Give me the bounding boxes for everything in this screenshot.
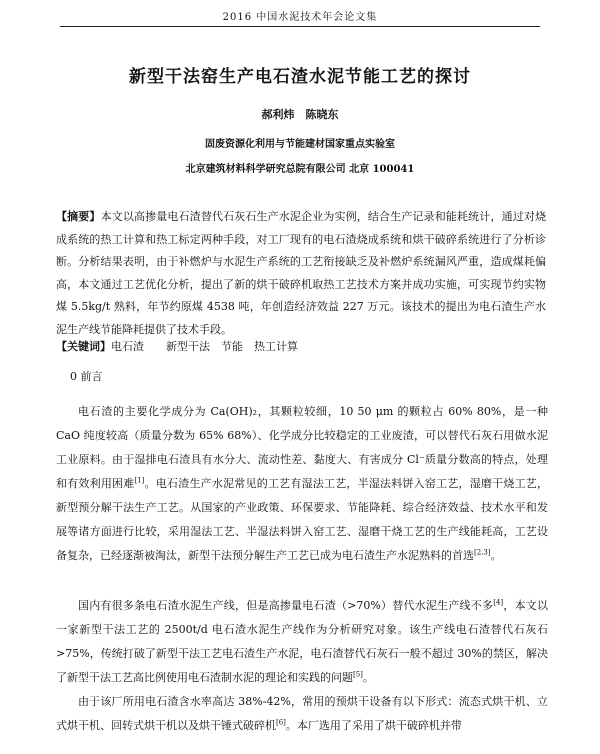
citation: [6] (276, 718, 286, 727)
abstract-label: 【摘要】 (56, 210, 101, 223)
paragraph-2 (56, 594, 548, 690)
running-header: 2016 中国水泥技术年会论文集 (60, 8, 540, 27)
paragraph-1-text-a: 电石渣的主要化学成分为 Ca(OH)₂，其颗粒较细，10 50 μm 的颗粒占 60% 80%，是一种 CaO 纯度较高（质量分数为 65% 68%）、化学成分比较稳定的工业废渣，可以替代石灰石用做水泥工业原料。由于湿排电石渣具有水分大、流动性差、黏度大、有害成分 Cl⁻质量分数高的特点，处理和有效利用困难 (56, 405, 548, 490)
paragraph-1 (56, 400, 548, 568)
paragraph-1-text-c: 。 (490, 549, 502, 562)
affiliation-lab: 固废资源化利用与节能建材国家重点实验室 (205, 139, 395, 150)
paragraph-2-text-c: 。 (362, 671, 374, 684)
paragraph-3-text-a: 由于该厂所用电石渣含水率高达 38%-42%，常用的预烘干设备有以下形式：流态式烘干机、立式烘干机、回转式烘干机以及烘干锤式破碎机 (56, 695, 548, 732)
citation: [2,3] (474, 548, 491, 557)
keywords (56, 337, 546, 357)
abstract (56, 206, 546, 341)
paragraph-2-text-a: 国内有很多条电石渣水泥生产线，但是高掺量电石渣（>70%）替代水泥生产线不多 (78, 599, 494, 612)
paragraph-2-text-b: ，本文以一家新型干法工艺的 2500t/d 电石渣水泥生产线作为分析研究对象。该生产线电石渣替代石灰石>75%，传统打破了新型干法工艺电石渣生产水泥，电石渣替代石灰石一般不超过 30%的禁区，解决了新型干法工艺高比例使用电石渣制水泥的理论和实践的问题 (56, 599, 549, 684)
abstract-text: 本文以高掺量电石渣替代石灰石生产水泥企业为实例，结合生产记录和能耗统计，通过对烧成系统的热工计算和热工标定两种手段，对工厂现有的电石渣烧成系统和烘干破碎系统进行了分析诊断。分析结果表明，由于补燃炉与水泥生产系统的工艺衔接缺乏及补燃炉系统漏风严重，造成煤耗偏高，本文通过工艺优化分析，提出了新的烘干破碎机取热工艺技术方案并成功实施，可实现节约实物煤 5.5kg/t 熟料，年节约原煤 4538 吨，年创造经济效益 227 万元。该技术的提出为电石渣生产水泥生产线节能降耗提供了技术手段。 (56, 210, 547, 336)
citation: [5] (353, 670, 363, 679)
paragraph-1-text-b: 。电石渣生产水泥常见的工艺有湿法工艺，半湿法料饼入窑工艺，湿磨干烧工艺，新型预分解干法生产工艺。从国家的产业政策、环保要求、节能降耗、综合经济效益、技术水平和发展等诸方面进行比较，采用湿法工艺、半湿法料饼入窑工艺、湿磨干烧工艺的生产线能耗高，工艺设备复杂，已经逐渐被淘汰，新型干法预分解生产工艺已成为电石渣生产水泥熟料的首选 (56, 477, 549, 562)
paragraph-3 (56, 690, 548, 738)
affiliation-institute: 北京建筑材料科学研究总院有限公司 北京 100041 (185, 164, 415, 175)
citation: [1] (134, 476, 145, 485)
keywords-text: 电石渣 新型干法 节能 热工计算 (111, 340, 298, 353)
paper-title: 新型干法窑生产电石渣水泥节能工艺的探讨 (129, 67, 471, 87)
authors: 郝利炜 陈晓东 (261, 108, 339, 121)
keywords-label: 【关键词】 (56, 340, 111, 353)
paragraph-3-text-b: 。本厂选用了采用了烘干破碎机并带 (285, 719, 462, 732)
citation: [4] (493, 598, 504, 607)
section-heading: 0 前言 (70, 370, 103, 383)
